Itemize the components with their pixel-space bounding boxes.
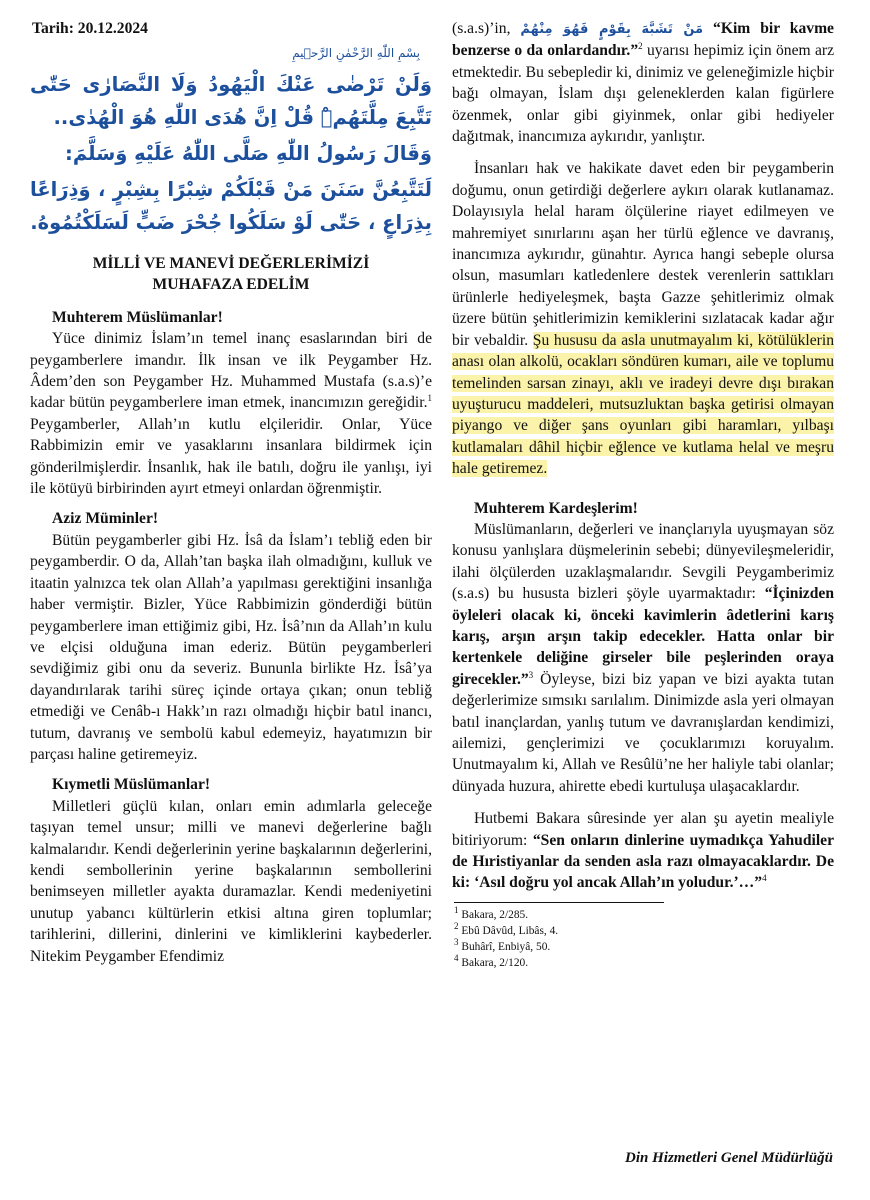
sermon-title-line1: MİLLİ VE MANEVİ DEĞERLERİMİZİ <box>92 255 370 272</box>
right-paragraph-3 <box>452 519 834 797</box>
right-paragraph-3-post: Öyleyse, bizi biz yapan ve bizi ayakta tutan değerlerimize sımsıkı sarılalım. Dinimizde asla yeri olmayan batıl inançlardan, yanlış tutum ve davranışlardan kendimizi, ailemizi, gençlerimizi ve çocuklarımızı koruyalım. Unutmayalım ki, Allah ve Resûlü’ne her haliyle tabi olanlar; dünyada huzura, ahirette ebedi kurtuluşa ulaşacaklardır. <box>452 670 834 795</box>
heading-aziz-muminler: Aziz Müminler! <box>52 510 159 528</box>
hadith-quote-1: “Kim bir kavme benzerse o da onlardandır.” <box>452 20 834 60</box>
footnote-text: Buhârî, Enbiyâ, 50. <box>458 940 551 953</box>
right-paragraph-1-pre: (s.a.s)’in, <box>452 20 511 37</box>
footnote-number: 1 <box>454 905 459 916</box>
footnote-3 <box>454 939 834 955</box>
footnote-4 <box>454 955 834 971</box>
footnote-ref-4: 4 <box>762 873 767 884</box>
closing-verse-quote: “Sen onların dinlerine uymadıkça Yahudiler de Hıristiyanlar da senden asla razı olmayacaklardır. De ki: ‘Asıl doğru yol ancak Allah’ın yoludur.’…” <box>452 831 835 892</box>
paragraph-3: Milletleri güçlü kılan, onları emin adımlarla geleceğe taşıyan temel unsur; milli ve manevi değerlerine bağlı kalmalarıdır. Kendi değerlerinin yerine başkalarının değerlerini, kendi sembollerinin yerine başkalarının sembollerini benimseyen milletler ayakta duramazlar. Kendi medeniyetini unutup yabancı kültürlerin etkisi altına giren toplumlar; tarihlerini, dillerini, dinlerini ve kimliklerini kaybederler. Nitekim Peygamber Efendimiz <box>30 797 432 965</box>
paragraph-1-text-cont: Peygamberler, Allah’ın kutlu elçileridir. Onlar, Yüce Rabbimizin emir ve yasaklarını insanlara bildirmek için gönderilmişlerdir. İnsanlık, hak ile batılı, doğru ile yanlışı, iyi ile kötüyü birbirinden ayırt etmeyi onlardan öğrenmiştir. <box>30 415 432 498</box>
footnote-ref-2: 2 <box>638 41 643 52</box>
right-paragraph-3-pre: Müslümanların, değerleri ve inançlarıyla uyuşmayan söz konusu yanlışlara düşmelerinin sebebi; dünyevileşmeleridir, ilahi ölçülerden uzaklaşmalarıdır. Sevgili Peygamberimiz (s.a.s) bu hususta bizleri şöyle uyarmaktadır: <box>452 520 834 603</box>
footnote-divider <box>454 902 664 903</box>
footnote-text: Bakara, 2/285. <box>458 908 529 921</box>
footnote-1 <box>454 907 834 923</box>
date-label: Tarih: 20.12.2024 <box>32 20 148 37</box>
paragraph-gap <box>452 797 834 808</box>
right-paragraph-1-post: uyarısı hepimiz için önem arz etmektedir. Bu sebepledir ki, dinimiz ve geleneğimizle hiçbir bağı olmayan, İslam dışı geleneklerden kalan figürlere özenmek, onlar gibi giyinmek, onlar gibi hediyeler dağıtmak, inancımıza aykırıdır, yanlıştır. <box>452 42 834 146</box>
right-paragraph-4-pre: Hutbemi Bakara sûresinde yer alan şu ayetin mealiyle bitiriyorum: <box>452 810 834 849</box>
footnotes <box>452 907 834 971</box>
right-paragraph-1 <box>452 18 834 147</box>
highlighted-passage: Şu hususu da asla unutmayalım ki, kötülüklerin anası olan alkolü, ocakları söndüren kumarı, aile ve toplumu temelinden sarsan zinayı, aklı ve iradeyi devre dışı bırakan uyuşturucu maddeleri, mutsuzluktan başka getirisi olmayan piyango ve diğer şans oyunları gibi haramları, yılbaşı kutlamaları dâhil hiçbir eğlence ve kutlama helal ve meşru hale getiremez. <box>452 331 834 478</box>
basmala-calligraphy: بِسْمِ اللّٰهِ الرَّحْمٰنِ الرَّح۪يمِ <box>292 46 420 60</box>
sermon-title <box>30 253 432 296</box>
footnote-number: 2 <box>454 921 459 932</box>
paragraph-gap <box>452 147 834 158</box>
arabic-verse-intro: وَقَالَ رَسُولُ اللّٰهِ صَلَّى اللّٰهُ عَلَيْهِ وَسَلَّمَ: <box>65 142 432 165</box>
right-paragraph-2-text: İnsanları hak ve hakikate davet eden bir peygamberin doğumu, onun getirdiği değerlere aykırı olarak kutlanamaz. Dolayısıyla helal haram ölçülerine riayet edilmeyen ve mahremiyet sınırlarını aşan her türlü eğlence ve davranış, inancımıza aykırıdır, günahtır. Ayrıca hangi sebeple olursa olsun, masumları katledenlere destek verenlerin sattıkları ürünlerle hediyeleşmek, başta Gazze şehitlerimiz olmak üzere bütün şehitlerimizin kemiklerini sızlatacak kadar ağır bir vebaldir. <box>452 160 834 349</box>
heading-muhterem-muslumanlar: Muhterem Müslümanlar! <box>52 308 223 326</box>
paragraph-1-text: Yüce dinimiz İslam’ın temel inanç esaslarından biri de peygamberlere imandır. İlk insan ve ilk Peygamber Hz. Âdem’den son Peygamber Hz. Muhammed Mustafa (s.a.s)’e kadar bütün peygamberlere iman etmek, inancımızın gereğidir. <box>30 330 432 412</box>
footnote-text: Bakara, 2/120. <box>458 956 529 969</box>
sermon-title-line2: MUHAFAZA EDELİM <box>152 276 310 294</box>
hadith-quote-2: “İçinizden öyleleri olacak ki, önceki kavimlerin âdetlerini karış karış, arşın arşın takip edecekler. Hatta onlar bir kertenkele deliğine girseler bile peşlerinden oraya girecekler.” <box>452 585 834 688</box>
arabic-verse-hadith: لَتَتَّبِعُنَّ سَنَنَ مَنْ قَبْلَكُمْ شِبْرًا بِشِبْرٍ ، وَذِرَاعًا بِذِرَاعٍ ، حَتّٰى لَوْ سَلَكُوا جُحْرَ ضَبٍّ لَسَلَكْتُمُوهُ. <box>30 178 432 234</box>
footnote-text: Ebû Dâvûd, Libâs, 4. <box>458 924 559 937</box>
footnote-2 <box>454 923 834 939</box>
heading-muhterem-kardeslerim: Muhterem Kardeşlerim! <box>474 499 638 517</box>
heading-kiymetli-muslumanlar: Kıymetli Müslümanlar! <box>52 776 211 794</box>
arabic-verse-ayah: وَلَنْ تَرْضٰى عَنْكَ الْيَهُودُ وَلَا النَّصَارٰى حَتّٰى تَتَّبِعَ مِلَّتَهُمْۜ قُلْ اِنَّ هُدَى اللّٰهِ هُوَ الْهُدٰى.. <box>30 73 432 129</box>
right-paragraph-4 <box>452 808 834 894</box>
paragraph-1 <box>30 328 432 499</box>
footnote-ref-1: 1 <box>427 393 432 404</box>
right-column <box>452 18 834 971</box>
left-column <box>30 18 432 967</box>
paragraph-2: Bütün peygamberler gibi Hz. İsâ da İslam’ı tebliğ eden bir peygamberdir. O da, Allah’tan başka ilah olmadığını, kulluk ve itaatin yalnızca tek olan Allah’a yapılması gerektiğini insanlığa haber vermiştir. Bizler, Yüce Rabbimizin gönderdiği bütün peygamberlere iman ettiğimiz gibi, Hz. İsâ’nın da Allah’ın kulu ve elçisi olduğuna iman ederiz. Bütün peygamberleri sevdiğimiz gibi onu da severiz. Bununla birlikte Hz. İsâ’ya dayandırılarak tarihi süreç içinde ortaya çıkan; onun tebliğ etmediği ve Cenâb-ı Hakk’ın razı olmadığı hiçbir batıl inancı, tutum, davranış ve sembolü kabul edemeyiz, hayatımızın bir parçası haline getiremeyiz. <box>30 531 432 763</box>
signature: Din Hizmetleri Genel Müdürlüğü <box>625 1150 833 1166</box>
footnote-ref-3: 3 <box>528 669 534 680</box>
footnote-number: 3 <box>454 937 459 948</box>
right-paragraph-2 <box>452 158 834 479</box>
footnote-number: 4 <box>454 953 459 964</box>
hadith-arabic-inline: مَنْ تَشَبَّهَ بِقَوْمٍ فَهُوَ مِنْهُمْ <box>520 22 704 37</box>
